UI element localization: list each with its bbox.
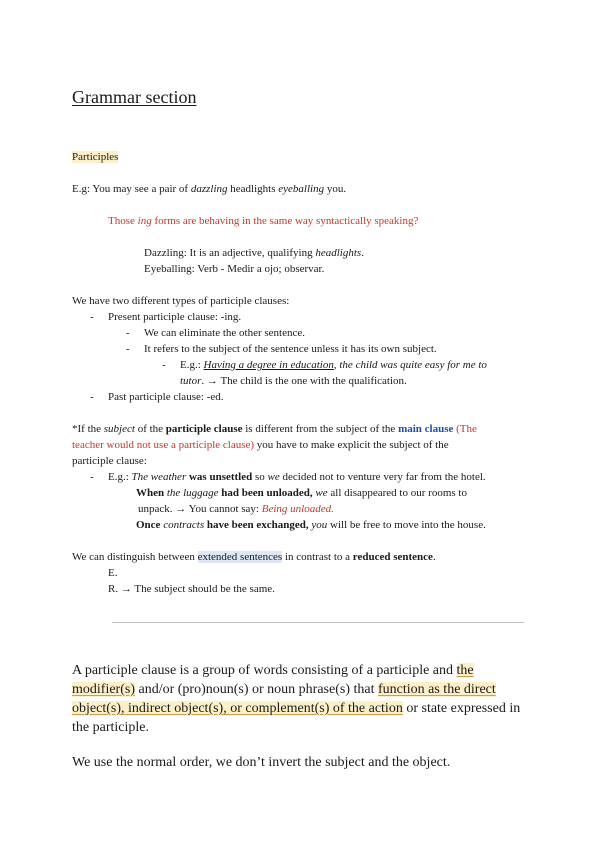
section-heading-participles: Participles	[72, 151, 119, 163]
paragraph-line-2: modifier(s) and/or (pro)noun(s) or noun phrase(s) that function as the direct	[72, 682, 496, 697]
bullet-present: Present participle clause: -ing.	[108, 311, 242, 323]
example-luggage: When the luggage had been unloaded, we all disappeared to our rooms to	[136, 487, 467, 499]
normal-order-line: We use the normal order, we don’t invert the subject and the object.	[72, 755, 451, 770]
dazzling-definition: Dazzling: It is an adjective, qualifying headlights.	[144, 247, 364, 259]
paragraph-line-4: the participle.	[72, 720, 149, 735]
eyeballing-definition: Eyeballing: Verb - Medir a ojo; observar.	[144, 263, 325, 275]
bullet-example-cont: tutor. → The child is the one with the qualification.	[180, 375, 407, 387]
r-label: R. → The subject should be the same.	[108, 583, 275, 595]
bullet-dash: -	[126, 327, 130, 339]
example-sentence: E.g: You may see a pair of dazzling headlights eyeballing you.	[72, 183, 347, 195]
bullet-dash: -	[90, 471, 94, 483]
bullet-dash: -	[162, 359, 166, 371]
two-types-line: We have two different types of participle clauses:	[72, 295, 290, 307]
note-line-2: teacher would not use a participle clause) you have to make explicit the subject of the	[72, 439, 449, 451]
paragraph-line-3: object(s), indirect object(s), or complement(s) of the action or state expressed in	[72, 701, 521, 716]
example-weather: E.g.: The weather was unsettled so we decided not to venture very far from the hotel.	[108, 471, 486, 483]
note-line-3: participle clause:	[72, 455, 147, 467]
bullet-dash: -	[90, 311, 94, 323]
bullet-dash: -	[90, 391, 94, 403]
page-title: Grammar section	[72, 87, 197, 107]
example-contracts: Once contracts have been exchanged, you will be free to move into the house.	[136, 519, 486, 531]
note-line-1: *If the subject of the participle clause is different from the subject of the main clause (The	[72, 423, 477, 435]
distinguish-line: We can distinguish between extended sentences in contrast to a reduced sentence.	[72, 551, 436, 563]
question-line: Those ing forms are behaving in the same way syntactically speaking?	[108, 215, 419, 227]
example-unpack: unpack. → You cannot say: Being unloaded.	[138, 503, 334, 515]
bullet-past: Past participle clause: -ed.	[108, 391, 224, 403]
bullet-eliminate: We can eliminate the other sentence.	[144, 327, 305, 339]
bullet-refers: It refers to the subject of the sentence unless it has its own subject.	[144, 343, 437, 355]
paragraph-line-1: A participle clause is a group of words consisting of a participle and the	[72, 663, 474, 678]
section-divider	[112, 622, 524, 623]
bullet-example: E.g.: Having a degree in education, the child was quite easy for me to	[180, 359, 487, 371]
e-label: E.	[108, 567, 118, 579]
bullet-dash: -	[126, 343, 130, 355]
